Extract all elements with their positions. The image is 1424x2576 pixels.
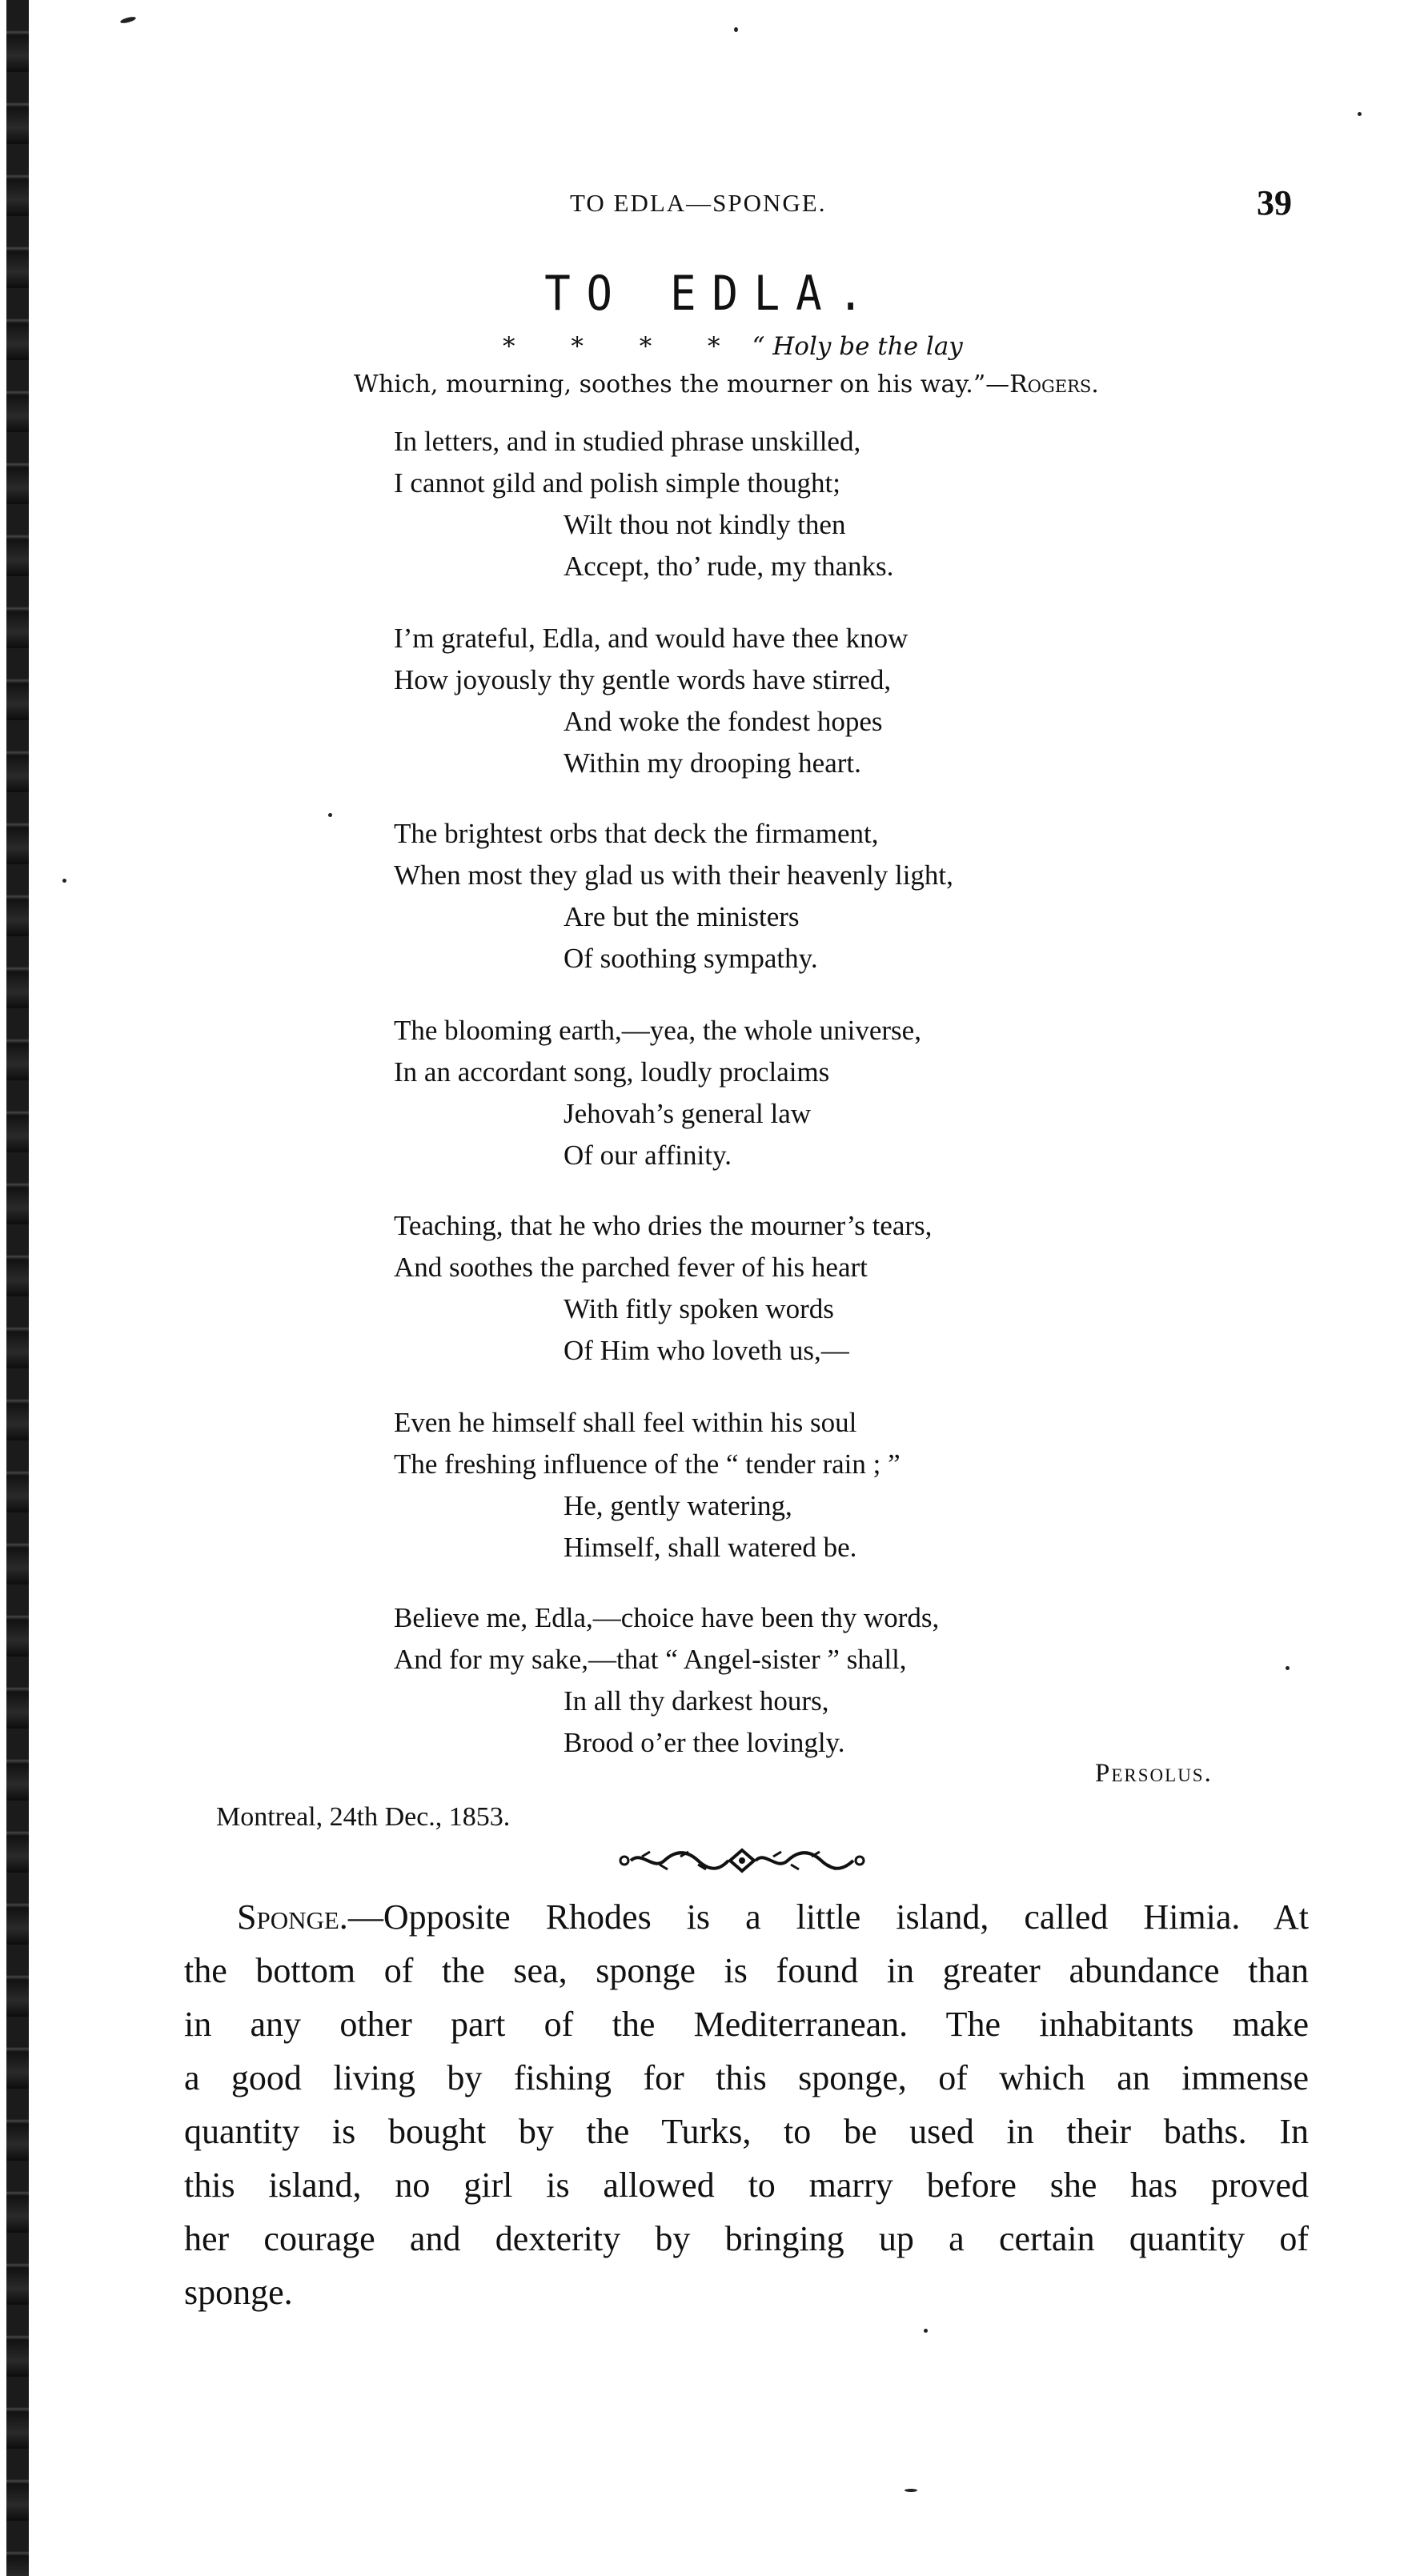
paper-speck <box>905 2489 917 2492</box>
sponge-paragraph <box>184 1890 1309 2319</box>
stanza-4 <box>394 1010 921 1176</box>
verse-line: Himself, shall watered be. <box>564 1532 857 1563</box>
poem-title: TO EDLA. <box>544 266 880 322</box>
book-spine-edge <box>6 0 29 2576</box>
stanza-3 <box>394 813 953 980</box>
paper-speck <box>62 879 66 883</box>
stanza-6 <box>394 1402 901 1568</box>
verse-line: Are but the ministers <box>564 901 800 932</box>
verse-line: Accept, tho’ rude, my thanks. <box>564 551 894 582</box>
verse-line: How joyously thy gentle words have stirred, <box>394 664 892 695</box>
paper-speck <box>924 2329 928 2333</box>
verse-line: Of soothing sympathy. <box>564 943 818 974</box>
prose-line: a good living by fishing for this sponge, of which an immense <box>184 2058 1309 2097</box>
running-title: TO EDLA—SPONGE. <box>570 189 827 217</box>
verse-line: The blooming earth,—yea, the whole universe, <box>394 1015 921 1046</box>
paper-speck <box>120 16 137 25</box>
verse-line: Wilt thou not kindly then <box>564 509 846 540</box>
verse-line: In an accordant song, loudly proclaims <box>394 1056 830 1088</box>
poem-dateline: Montreal, 24th Dec., 1853. <box>216 1802 511 1832</box>
verse-line: Of our affinity. <box>564 1140 732 1171</box>
epigraph-second-line <box>354 371 1099 399</box>
ellipsis-stars: * * * * <box>503 332 744 361</box>
prose-line-text: —Opposite Rhodes is a little island, called Himia. At <box>347 1897 1309 1937</box>
prose-line: this island, no girl is allowed to marry before she has proved <box>184 2165 1309 2205</box>
paper-speck <box>328 813 332 817</box>
verse-line: Within my drooping heart. <box>564 747 861 779</box>
verse-line: With fitly spoken words <box>564 1293 834 1324</box>
prose-line: in any other part of the Mediterranean. The inhabitants make <box>184 2005 1309 2044</box>
prose-line: sponge. <box>184 2273 293 2312</box>
verse-line: I’m grateful, Edla, and would have thee know <box>394 623 909 654</box>
verse-line: Even he himself shall feel within his soul <box>394 1407 857 1438</box>
prose-line: her courage and dexterity by bringing up a certain quantity of <box>184 2219 1309 2258</box>
epigraph-text: Which, mourning, soothes the mourner on his way.”— <box>354 371 1010 399</box>
paper-speck <box>1358 112 1362 116</box>
paper-speck <box>1286 1666 1290 1670</box>
stanza-7 <box>394 1597 939 1764</box>
verse-line: Brood o’er thee lovingly. <box>564 1727 845 1758</box>
prose-line: quantity is bought by the Turks, to be used in their baths. In <box>184 2112 1309 2151</box>
verse-line: Teaching, that he who dries the mourner’s tears, <box>394 1210 933 1241</box>
epigraph-author: Rogers. <box>1009 371 1099 399</box>
verse-line: And soothes the parched fever of his heart <box>394 1252 868 1283</box>
verse-line: I cannot gild and polish simple thought; <box>394 467 841 499</box>
verse-line: Believe me, Edla,—choice have been thy words, <box>394 1602 940 1633</box>
verse-line: Jehovah’s general law <box>564 1098 812 1129</box>
stanza-1 <box>394 421 893 587</box>
prose-line: the bottom of the sea, sponge is found in greater abundance than <box>184 1951 1309 1990</box>
verse-line: The freshing influence of the “ tender rain ; ” <box>394 1448 901 1480</box>
paragraph-lead-word: Sponge. <box>237 1897 348 1937</box>
epigraph-first-line <box>503 332 963 361</box>
verse-line: In letters, and in studied phrase unskilled, <box>394 426 861 457</box>
prose-line <box>184 1890 1309 1944</box>
verse-line: The brightest orbs that deck the firmament, <box>394 818 879 849</box>
stanza-5 <box>394 1205 932 1372</box>
page-number: 39 <box>1257 183 1292 222</box>
verse-line: In all thy darkest hours, <box>564 1685 829 1717</box>
verse-line: When most they glad us with their heavenly light, <box>394 859 953 891</box>
epigraph-text: “ Holy be the lay <box>752 332 963 361</box>
verse-line: He, gently watering, <box>564 1490 792 1521</box>
ornamental-divider-icon <box>618 1847 866 1874</box>
poem-signature: Persolus. <box>1095 1759 1213 1788</box>
paper-speck <box>734 27 738 32</box>
verse-line: And for my sake,—that “ Angel-sister ” shall, <box>394 1644 907 1675</box>
verse-line: And woke the fondest hopes <box>564 706 883 737</box>
stanza-2 <box>394 618 908 784</box>
verse-line: Of Him who loveth us,— <box>564 1335 849 1366</box>
